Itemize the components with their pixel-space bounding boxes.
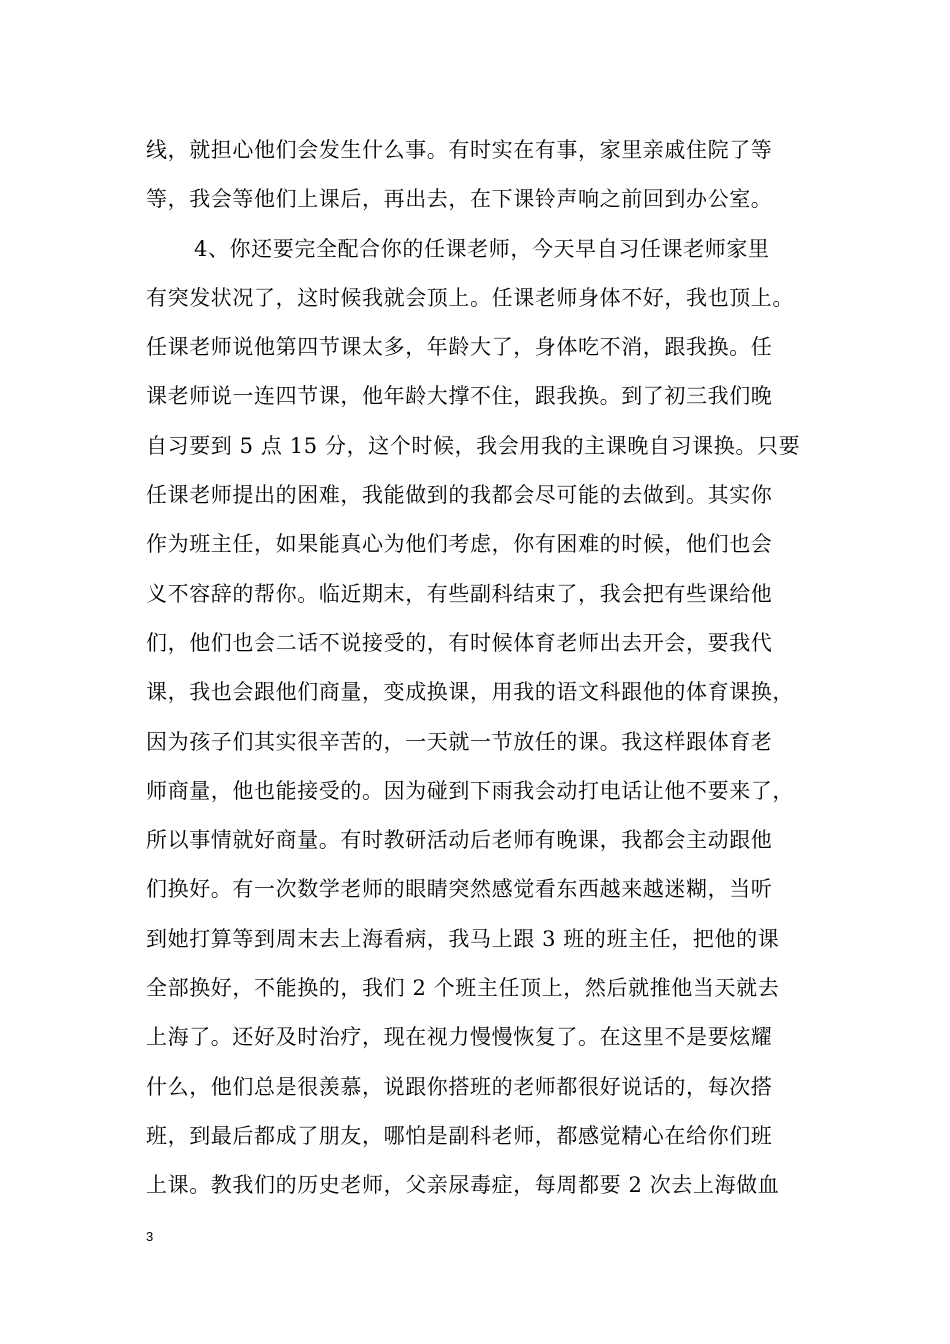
body-text <box>146 126 826 1211</box>
text-line: 们，他们也会二话不说接受的，有时候体育老师出去开会，要我代 <box>146 630 773 655</box>
text-line: 全部换好，不能换的，我们 2 个班主任顶上，然后就推他当天就去 <box>146 976 780 1001</box>
text-line: 作为班主任，如果能真心为他们考虑，你有困难的时候，他们也会 <box>146 532 773 557</box>
text-line: 所以事情就好商量。有时教研活动后老师有晚课，我都会主动跟他 <box>146 828 773 853</box>
text-line: 上海了。还好及时治疗，现在视力慢慢恢复了。在这里不是要炫耀 <box>146 1025 773 1050</box>
text-line: 师商量，他也能接受的。因为碰到下雨我会动打电话让他不要来了， <box>146 778 794 803</box>
paragraph-start-line: 4、你还要完全配合你的任课老师，今天早自习任课老师家里 <box>194 236 770 261</box>
text-line: 等，我会等他们上课后，再出去，在下课铃声响之前回到办公室。 <box>146 187 773 212</box>
text-line: 课老师说一连四节课，他年龄大撑不住，跟我换。到了初三我们晚 <box>146 384 773 409</box>
text-line: 有突发状况了，这时候我就会顶上。任课老师身体不好，我也顶上。 <box>146 285 794 310</box>
text-line: 任课老师说他第四节课太多，年龄大了，身体吃不消，跟我换。任 <box>146 335 773 360</box>
text-line: 任课老师提出的困难，我能做到的我都会尽可能的去做到。其实你 <box>146 483 773 508</box>
text-line: 班，到最后都成了朋友，哪怕是副科老师，都感觉精心在给你们班 <box>146 1123 773 1148</box>
text-line: 上课。教我们的历史老师，父亲尿毒症，每周都要 2 次去上海做血 <box>146 1173 780 1198</box>
text-line: 们换好。有一次数学老师的眼睛突然感觉看东西越来越迷糊，当听 <box>146 877 773 902</box>
text-line: 线，就担心他们会发生什么事。有时实在有事，家里亲戚住院了等 <box>146 138 773 162</box>
text-line: 什么，他们总是很羡慕，说跟你搭班的老师都很好说话的，每次搭 <box>146 1074 773 1099</box>
page-number: 3 <box>146 1229 154 1244</box>
text-line: 到她打算等到周末去上海看病，我马上跟 3 班的班主任，把他的课 <box>146 926 780 951</box>
text-line: 自习要到 5 点 15 分，这个时候，我会用我的主课晚自习课换。只要 <box>146 433 801 458</box>
text-line: 课，我也会跟他们商量，变成换课，用我的语文科跟他的体育课换， <box>146 680 794 705</box>
text-line: 义不容辞的帮你。临近期末，有些副科结束了，我会把有些课给他 <box>146 581 773 606</box>
text-line: 因为孩子们其实很辛苦的，一天就一节放任的课。我这样跟体育老 <box>146 729 773 754</box>
